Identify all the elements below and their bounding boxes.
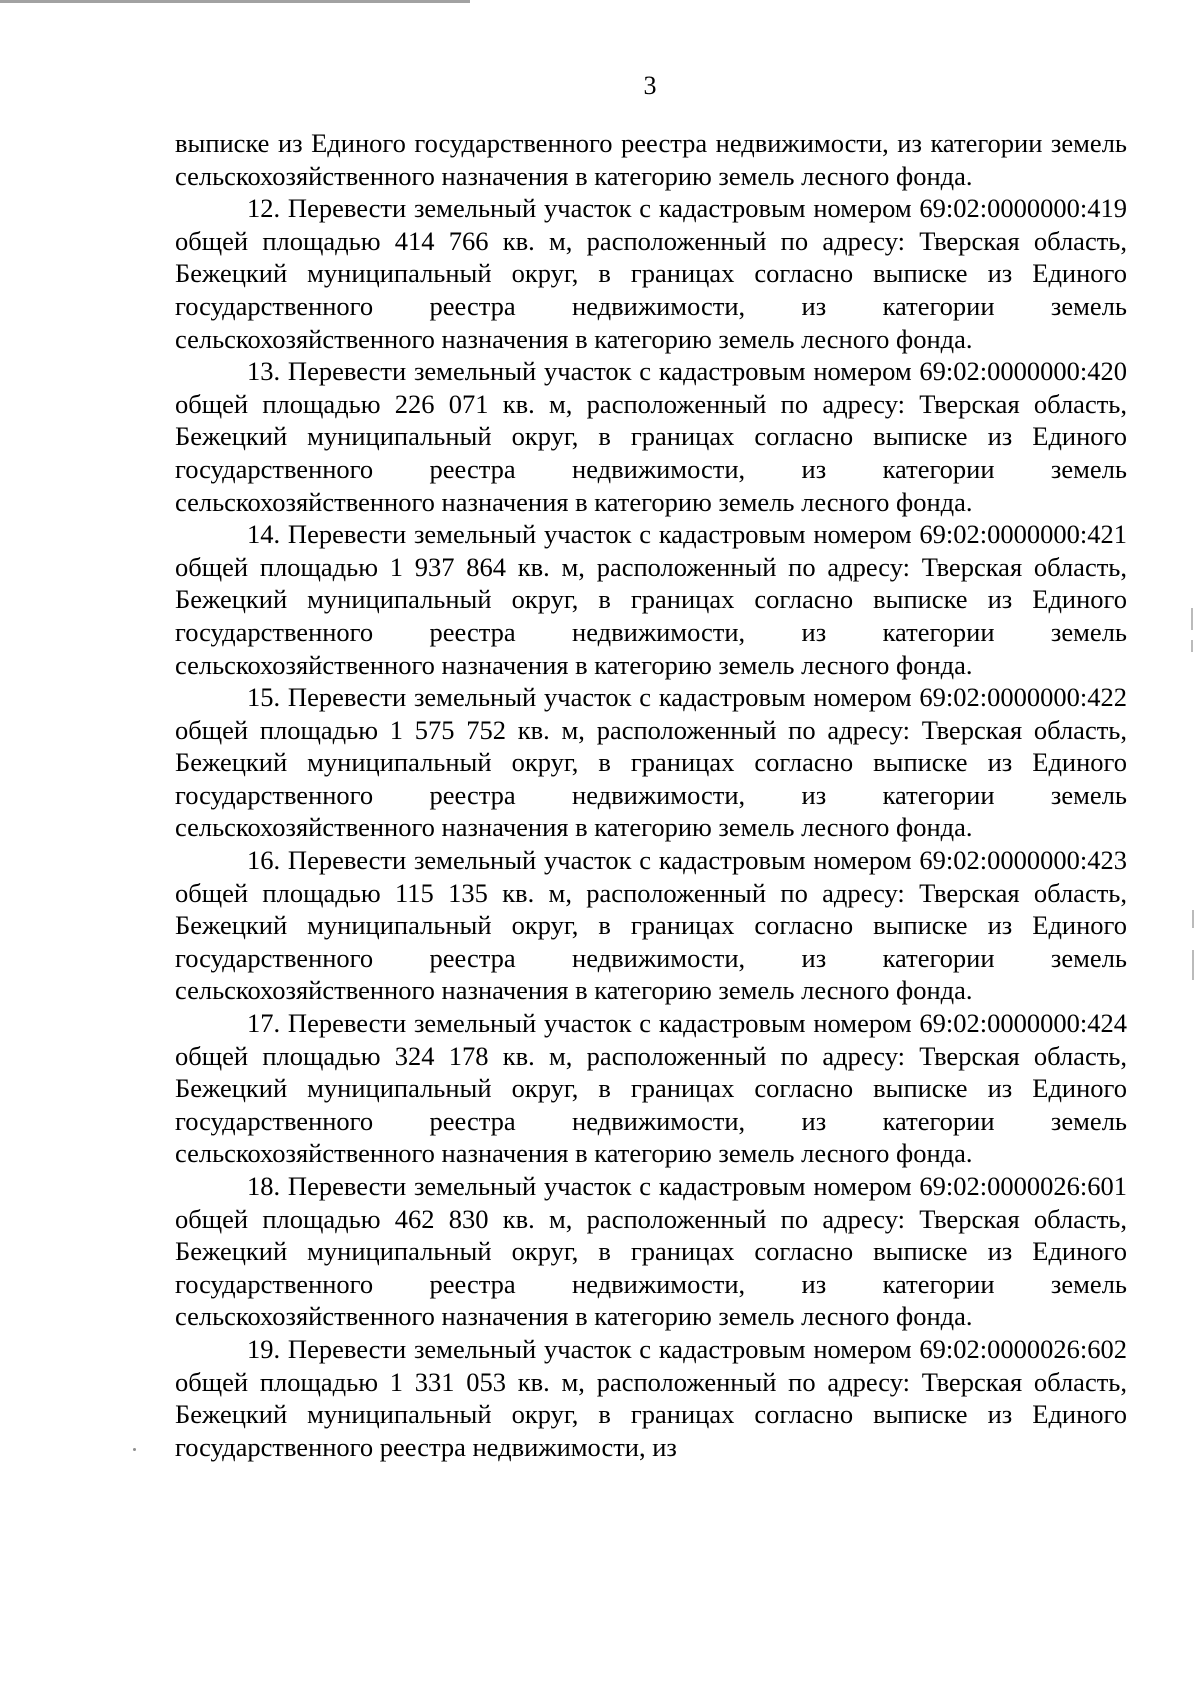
paragraph-continuation: выписке из Единого государственного реестра недвижимости, из категории земель сельскохозяйственного назначения в категорию земель лесного фонда. bbox=[175, 128, 1127, 191]
scan-noise-mark bbox=[1191, 608, 1193, 630]
document-body bbox=[175, 127, 1127, 1463]
page-number: 3 bbox=[643, 71, 657, 100]
paragraph-item-16: 16. Перевести земельный участок с кадастровым номером 69:02:0000000:423 общей площадью 115 135 кв. м, расположенный по адресу: Тверская область, Бежецкий муниципальный округ, в границах согласно выписке из Единого государственного реестра недвижимости, из категории земель сельскохозяйственного назначения в категорию земель лесного фонда. bbox=[175, 845, 1127, 1006]
paragraph-item-18: 18. Перевести земельный участок с кадастровым номером 69:02:0000026:601 общей площадью 462 830 кв. м, расположенный по адресу: Тверская область, Бежецкий муниципальный округ, в границах согласно выписке из Единого государственного реестра недвижимости, из категории земель сельскохозяйственного назначения в категорию земель лесного фонда. bbox=[175, 1171, 1127, 1332]
paragraph-item-13: 13. Перевести земельный участок с кадастровым номером 69:02:0000000:420 общей площадью 226 071 кв. м, расположенный по адресу: Тверская область, Бежецкий муниципальный округ, в границах согласно выписке из Единого государственного реестра недвижимости, из категории земель сельскохозяйственного назначения в категорию земель лесного фонда. bbox=[175, 356, 1127, 517]
paragraph-item-12: 12. Перевести земельный участок с кадастровым номером 69:02:0000000:419 общей площадью 414 766 кв. м, расположенный по адресу: Тверская область, Бежецкий муниципальный округ, в границах согласно выписке из Единого государственного реестра недвижимости, из категории земель сельскохозяйственного назначения в категорию земель лесного фонда. bbox=[175, 193, 1127, 354]
scan-noise-mark bbox=[1192, 950, 1194, 980]
scan-noise-mark bbox=[1191, 640, 1193, 652]
scan-speck bbox=[133, 1448, 136, 1451]
paragraph-item-19: 19. Перевести земельный участок с кадастровым номером 69:02:0000026:602 общей площадью 1 331 053 кв. м, расположенный по адресу: Тверская область, Бежецкий муниципальный округ, в границах согласно выписке из Единого государственного реестра недвижимости, из bbox=[175, 1333, 1127, 1462]
scan-noise-mark bbox=[1192, 910, 1194, 928]
paragraph-item-15: 15. Перевести земельный участок с кадастровым номером 69:02:0000000:422 общей площадью 1 575 752 кв. м, расположенный по адресу: Тверская область, Бежецкий муниципальный округ, в границах согласно выписке из Единого государственного реестра недвижимости, из категории земель сельскохозяйственного назначения в категорию земель лесного фонда. bbox=[175, 682, 1127, 843]
paragraph-item-14: 14. Перевести земельный участок с кадастровым номером 69:02:0000000:421 общей площадью 1 937 864 кв. м, расположенный по адресу: Тверская область, Бежецкий муниципальный округ, в границах согласно выписке из Единого государственного реестра недвижимости, из категории земель сельскохозяйственного назначения в категорию земель лесного фонда. bbox=[175, 519, 1127, 680]
paragraph-item-17: 17. Перевести земельный участок с кадастровым номером 69:02:0000000:424 общей площадью 324 178 кв. м, расположенный по адресу: Тверская область, Бежецкий муниципальный округ, в границах согласно выписке из Единого государственного реестра недвижимости, из категории земель сельскохозяйственного назначения в категорию земель лесного фонда. bbox=[175, 1008, 1127, 1169]
scan-edge-line bbox=[0, 0, 470, 3]
